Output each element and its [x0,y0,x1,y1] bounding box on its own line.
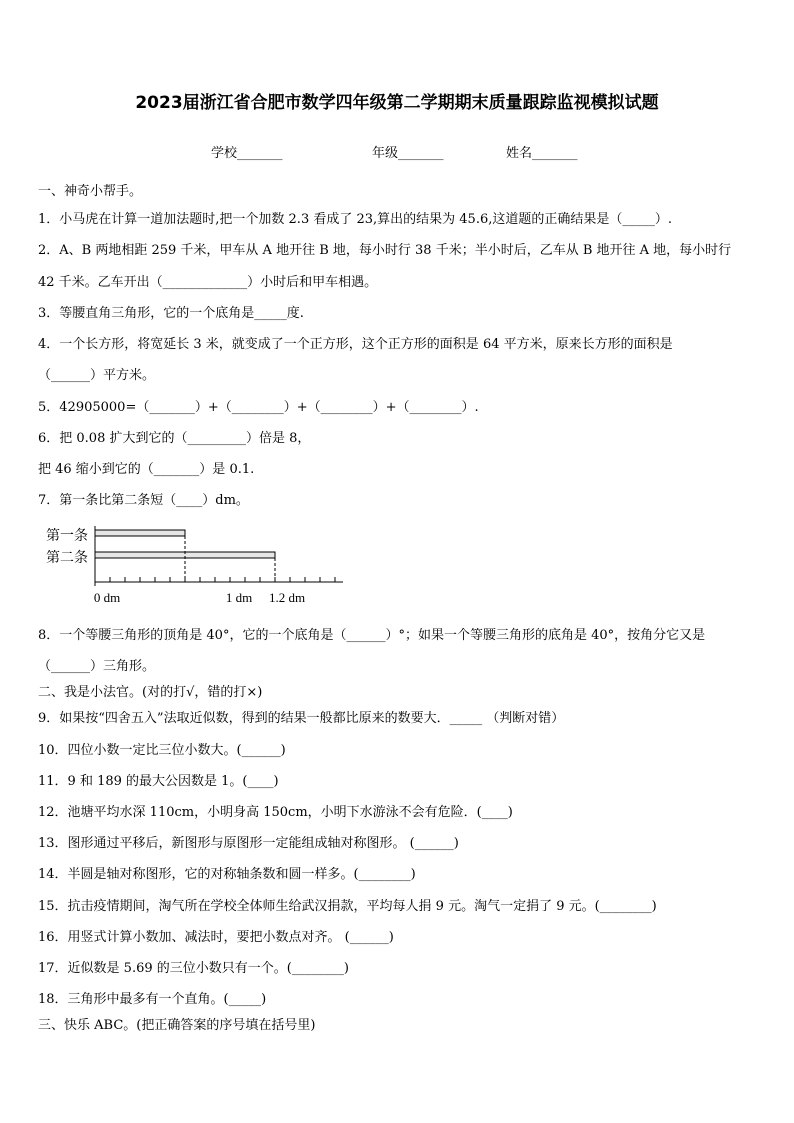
first-bar [95,530,185,536]
question-line: 12．池塘平均水深 110cm，小明身高 150cm，小明下水游泳不会有危险．(____) [38,805,513,820]
question-line: 13．图形通过平移后，新图形与原图形一定能组成轴对称图形。 (______) [38,836,459,851]
ruler-ticks [95,577,335,582]
question-line: 6．把 0.08 扩大到它的（_________）倍是 8， [38,431,311,446]
question-line: 14．半圆是轴对称图形，它的对称轴条数和圆一样多。(________) [38,867,416,882]
tick-label-1-2: 1.2 dm [268,590,306,605]
question-line: 把 46 缩小到它的（_______）是 0.1. [38,462,255,477]
question-line: 7．第一条比第二条短（____）dm。 [38,493,249,508]
question-line: 10．四位小数一定比三位小数大。(______) [38,743,286,758]
question-line: 15．抗击疫情期间，淘气所在学校全体师生给武汉捐款，平均每人捐 9 元。淘气一定捐了 9 元。(________) [38,899,657,914]
tick-label-0: 0 dm [93,590,121,605]
question-line: 4．一个长方形，将宽延长 3 米，就变成了一个正方形，这个正方形的面积是 64 平方米，原来长方形的面积是 [38,337,673,352]
question-line: 1．小马虎在计算一道加法题时,把一个加数 2.3 看成了 23,算出的结果为 45.6,这道题的正确结果是（_____）. [38,212,672,227]
question-line: 11．9 和 189 的最大公因数是 1。(____) [38,774,279,789]
name-field: 姓名_______ [506,146,578,161]
section-heading: 二、我是小法官。(对的打√，错的打×) [38,685,263,700]
bar-length-figure [38,520,358,614]
question-line: 3．等腰直角三角形，它的一个底角是_____度. [38,306,304,321]
length-comparison-svg [38,520,358,610]
question-line: 42 千米。乙车开出（_____________）小时后和甲车相遇。 [38,275,378,290]
section-heading: 三、快乐 ABC。(把正确答案的序号填在括号里) [38,1018,316,1033]
question-line: 8．一个等腰三角形的顶角是 40°，它的一个底角是（______）°；如果一个等腰三角形的底角是 40°，按角分它又是 [38,628,706,643]
school-field: 学校_______ [211,146,283,161]
grade-field: 年级_______ [372,146,444,161]
question-line: 18．三角形中最多有一个直角。(_____) [38,992,267,1007]
question-line: 2．A、B 两地相距 259 千米，甲车从 A 地开往 B 地，每小时行 38 千米；半小时后，乙车从 B 地开往 A 地，每小时行 [38,243,732,258]
page-title: 2023届浙江省合肥市数学四年级第二学期期末质量跟踪监视模拟试题 [135,93,659,113]
question-line: （______）平方米。 [38,368,156,383]
second-bar-label: 第二条 [46,551,88,566]
first-bar-label: 第一条 [46,529,88,544]
question-line: 9．如果按“四舍五入”法取近似数，得到的结果一般都比原来的数要大．_____ （判断对错） [38,711,565,726]
question-line: 5．42905000=（_______）+（________）+（________）+（________）. [38,400,479,415]
question-line: 17．近似数是 5.69 的三位小数只有一个。(________) [38,961,349,976]
section-heading: 一、神奇小帮手。 [38,184,143,199]
tick-label-1: 1 dm [225,590,253,605]
question-line: 16．用竖式计算小数加、减法时，要把小数点对齐。 (______) [38,930,394,945]
question-line: （______）三角形。 [38,659,156,674]
